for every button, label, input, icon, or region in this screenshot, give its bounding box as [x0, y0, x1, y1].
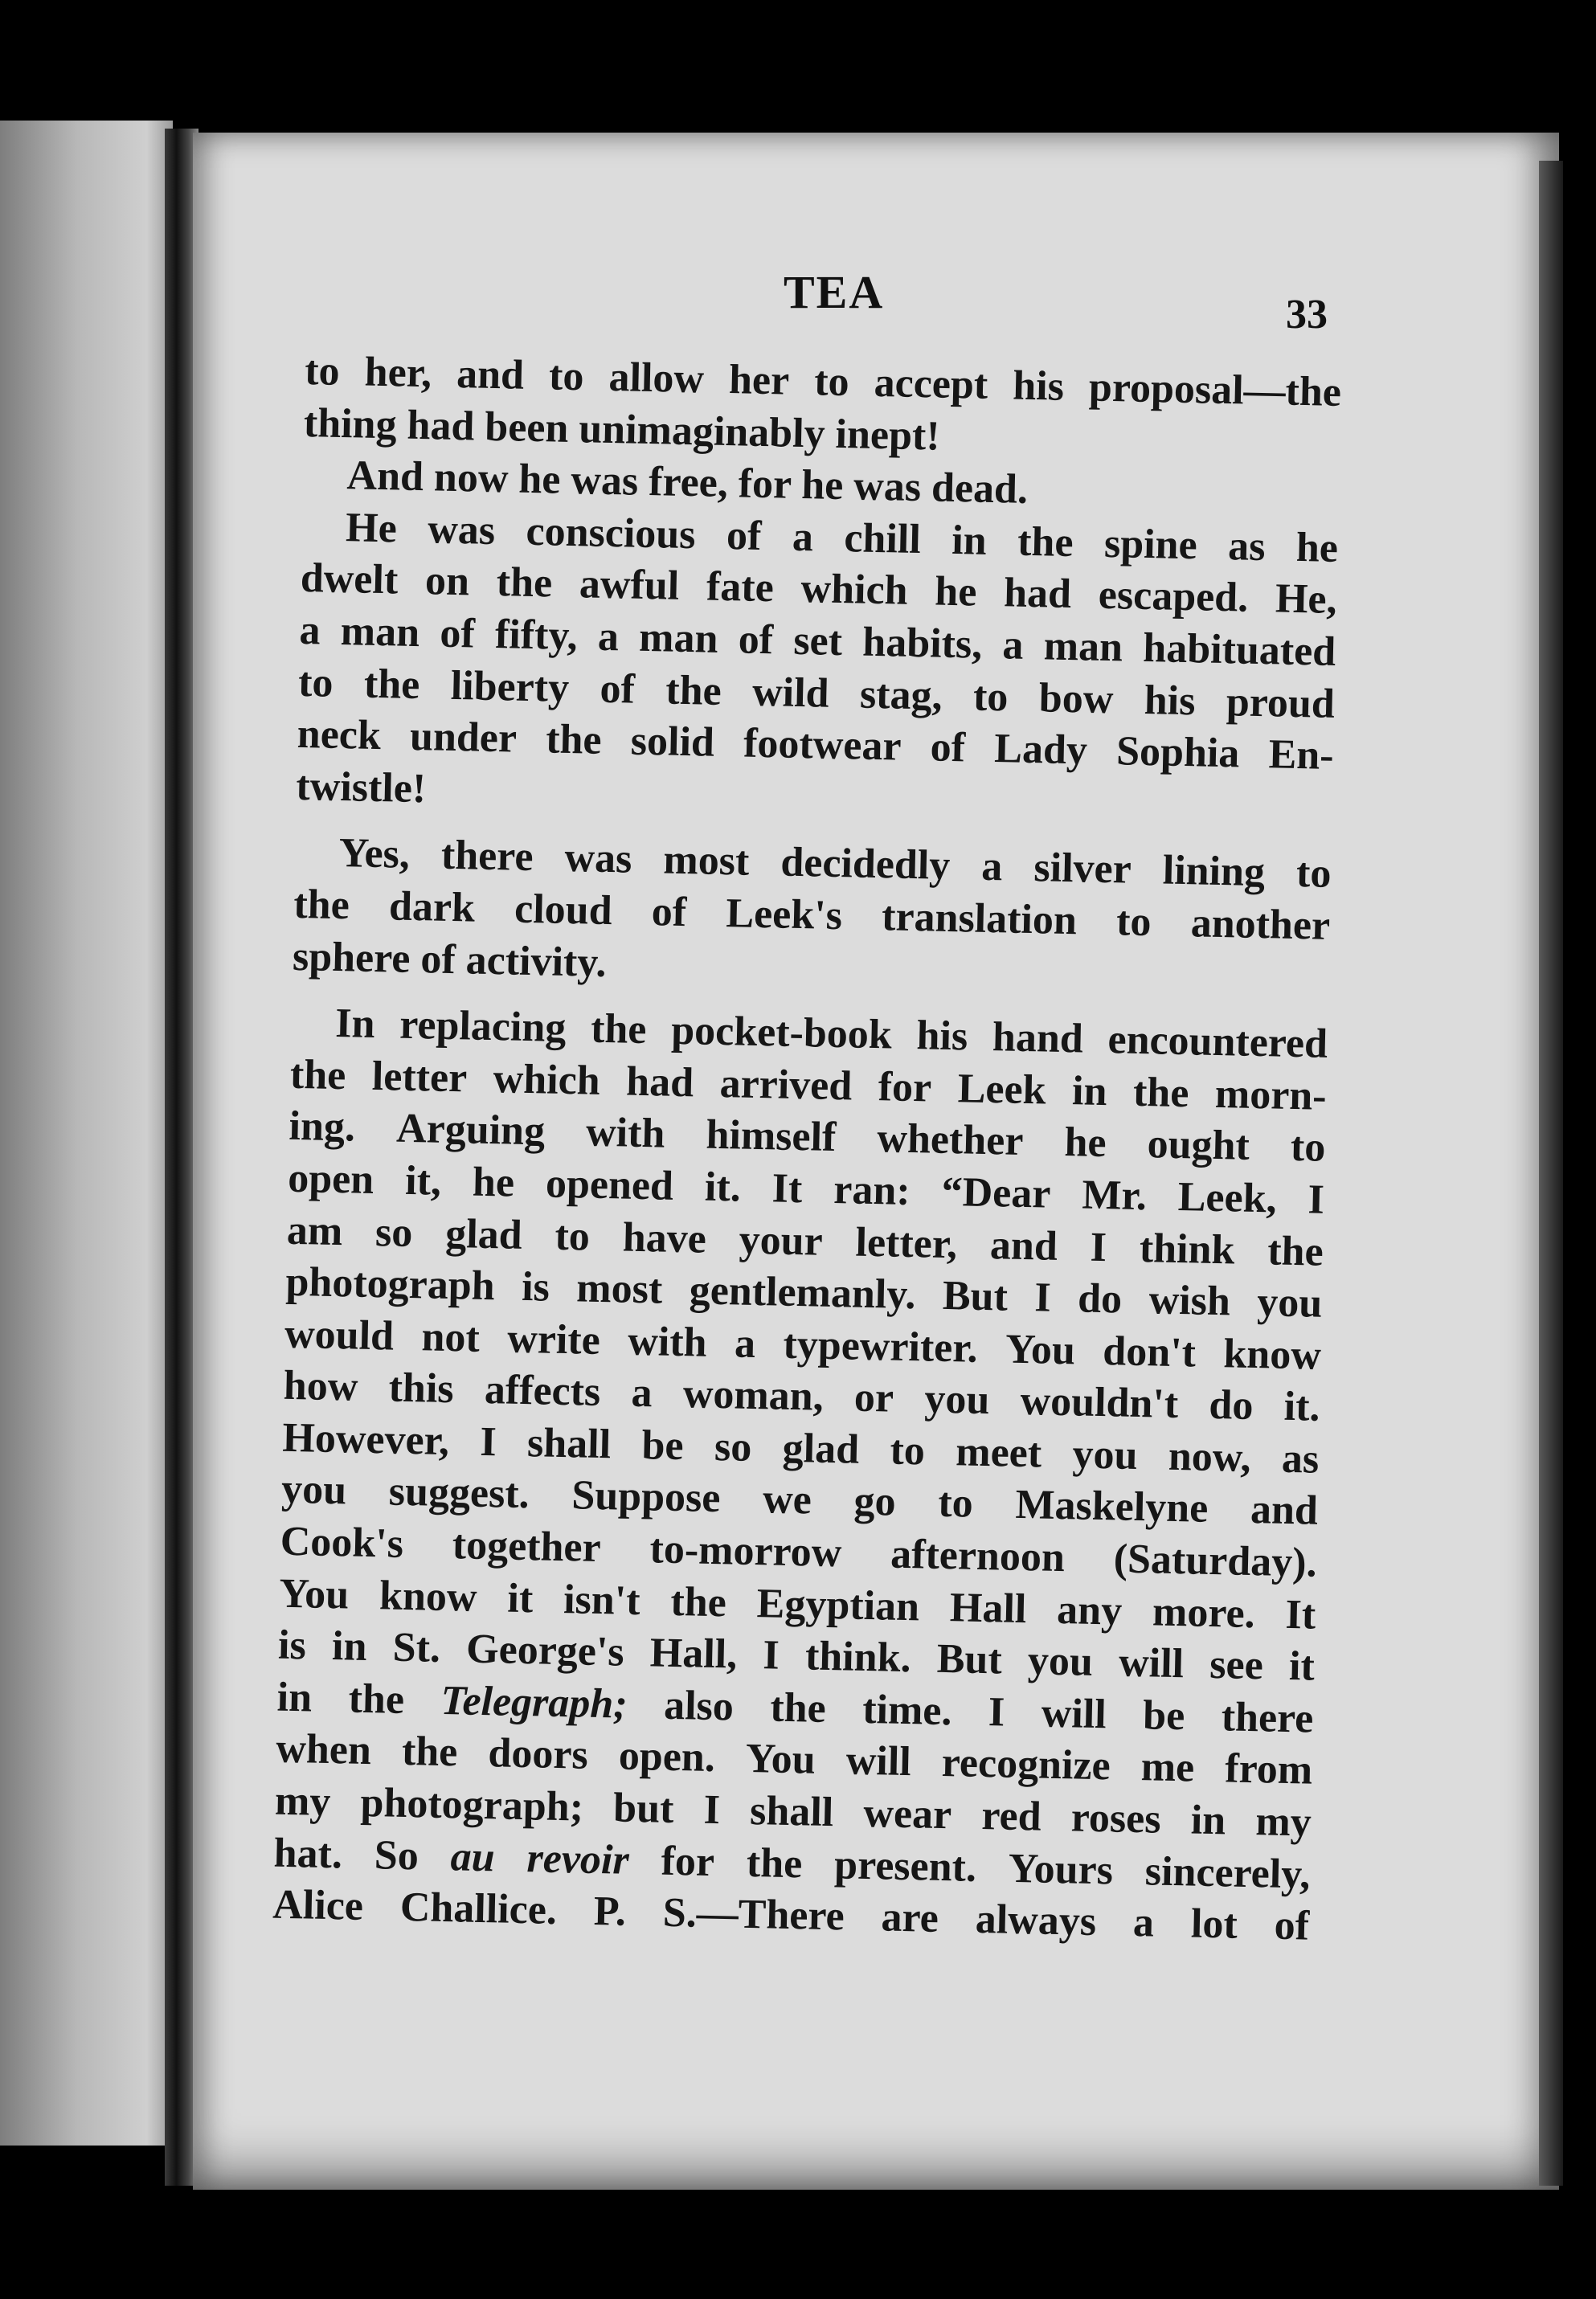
text-line: the letter which had arrived for Leek in the morn- [289, 1051, 1328, 1119]
running-head: TEA [784, 266, 885, 318]
text-line: However, I shall be so glad to meet you now, as [281, 1414, 1320, 1483]
text-line: neck under the solid footwear of Lady Sophia En- [297, 711, 1335, 779]
text-line: You know it isn't the Egyptian Hall any more. It [278, 1570, 1316, 1638]
text-line: Alice Challice. P. S.—There are always a lot of [272, 1881, 1310, 1949]
text-line: sphere of activity. [292, 933, 608, 986]
text-line: in the Telegraph; also the time. I will be there [276, 1674, 1314, 1742]
text-line: to the liberty of the wild stag, to bow his proud [297, 659, 1336, 727]
text-line: would not write with a typewriter. You don't know [284, 1311, 1322, 1379]
text-line: Cook's together to-morrow afternoon (Saturday). [280, 1518, 1318, 1586]
text-line: dwelt on the awful fate which he had escaped. He, [300, 555, 1338, 624]
text-line: to her, and to allow her to accept his proposal—the [304, 347, 1342, 416]
text-line: thing had been unimaginably inept! [303, 399, 941, 460]
page-edge-shadow [1539, 161, 1563, 2186]
text-line: is in St. George's Hall, I think. But you will see it [277, 1622, 1316, 1690]
text-line: open it, he opened it. It ran: “Dear Mr. Leek, I [287, 1155, 1325, 1223]
text-line: you suggest. Suppose we go to Maskelyne and [280, 1467, 1319, 1535]
text-line: hat. So au revoir for the present. Yours sincerely, [273, 1830, 1311, 1898]
text-line: And now he was free, for he was dead. [346, 452, 1029, 513]
facing-page-edge [0, 121, 173, 2146]
text-line: how this affects a woman, or you wouldn't do it. [283, 1363, 1321, 1431]
text-line: the dark cloud of Leek's translation to another [293, 881, 1331, 949]
page-number: 33 [1286, 292, 1328, 337]
text-line: am so glad to have your letter, and I think the [286, 1207, 1324, 1275]
text-line: He was conscious of a chill in the spine as he [345, 504, 1339, 571]
text-line: twistle! [295, 763, 427, 812]
text-line: ing. Arguing with himself whether he ought to [289, 1103, 1326, 1172]
text-line: when the doors open. You will recognize me from [275, 1726, 1313, 1794]
text-line: photograph is most gentlemanly. But I do wish you [284, 1258, 1323, 1327]
text-line: In replacing the pocket-book his hand encountered [334, 1000, 1328, 1067]
text-line: a man of fifty, a man of set habits, a man habituated [298, 607, 1336, 675]
body-text [272, 346, 1342, 1953]
text-line: Yes, there was most decidedly a silver lining to [338, 830, 1332, 898]
text-line: my photograph; but I shall wear red roses in my [274, 1777, 1312, 1846]
